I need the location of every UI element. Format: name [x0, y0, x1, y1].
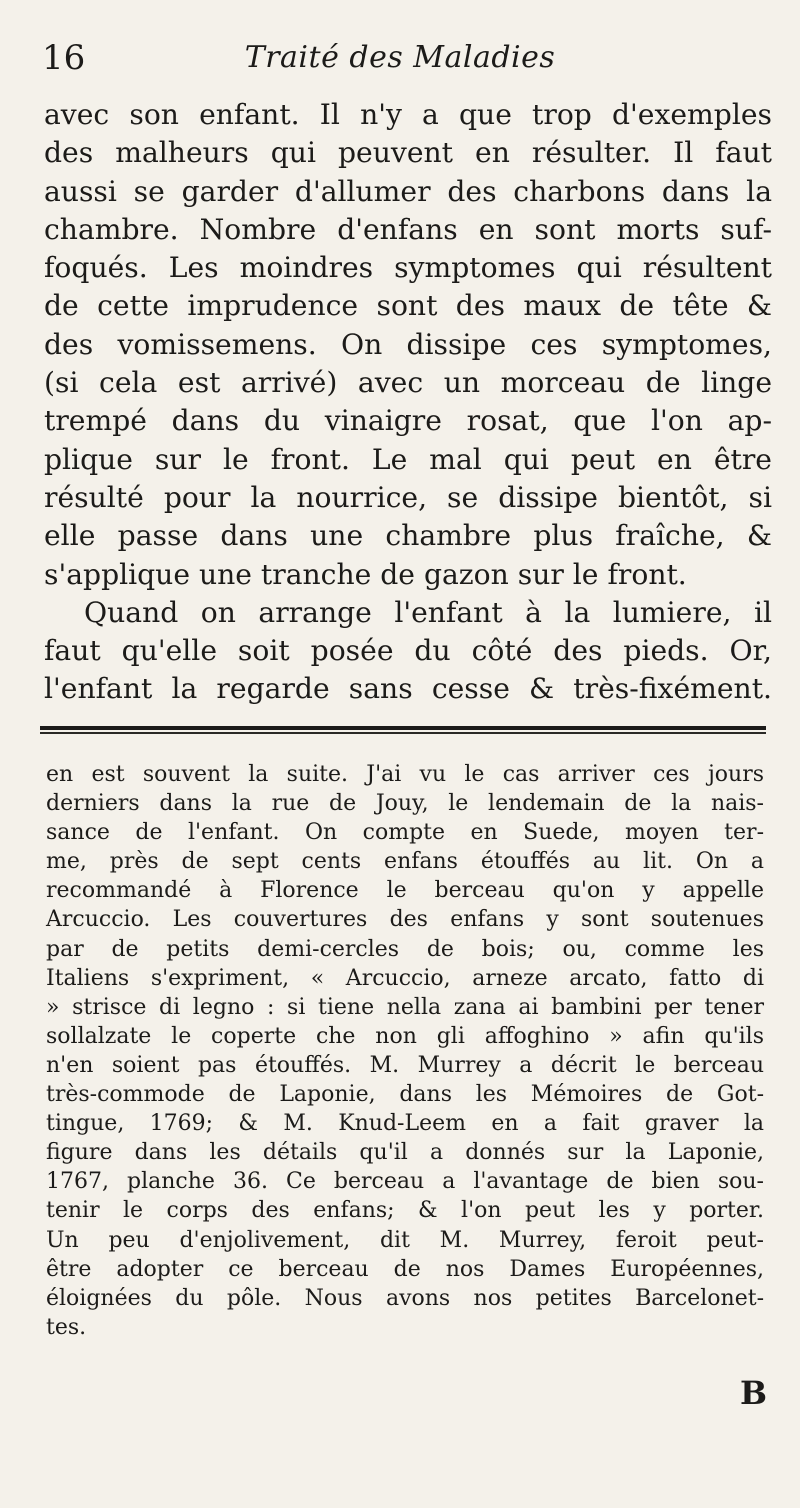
text-line: (si cela est arrivé) avec un morceau de linge: [44, 366, 772, 400]
footnote-line: 1767, planche 36. Ce berceau a l'avantage de bien sou-: [46, 1169, 764, 1195]
signature-mark: B: [740, 1374, 768, 1412]
text-line: elle passe dans une chambre plus fraîche, &: [44, 519, 772, 553]
footnote-line: Arcuccio. Les couvertures des enfans y sont soutenues: [46, 907, 764, 933]
footnote-line: figure dans les détails qu'il a donnés sur la Laponie,: [46, 1140, 764, 1166]
text-line: l'enfant la regarde sans cesse & très-fixément.: [44, 672, 772, 706]
footnote-separator-rule: [40, 726, 766, 735]
footnote-line: sance de l'enfant. On compte en Suede, moyen ter-: [46, 820, 764, 846]
footnote-line: éloignées du pôle. Nous avons nos petites Barcelonet-: [46, 1285, 764, 1311]
text-line: trempé dans du vinaigre rosat, que l'on ap-: [44, 404, 772, 438]
footnote-line: être adopter ce berceau de nos Dames Européennes,: [46, 1256, 764, 1282]
text-line: faut qu'elle soit posée du côté des pieds. Or,: [44, 634, 772, 668]
text-line: chambre. Nombre d'enfans en sont morts suf-: [44, 212, 772, 246]
text-line: des vomissemens. On dissipe ces symptomes,: [44, 327, 772, 361]
text-line: des malheurs qui peuvent en résulter. Il faut: [44, 136, 772, 170]
footnote-line: sollalzate le coperte che non gli affoghino » afin qu'ils: [46, 1023, 764, 1049]
text-line: résulté pour la nourrice, se dissipe bientôt, si: [44, 480, 772, 514]
footnote-line: derniers dans la rue de Jouy, le lendemain de la nais-: [46, 791, 764, 817]
footnote-line: en est souvent la suite. J'ai vu le cas arriver ces jours: [46, 762, 764, 787]
text-line: aussi se garder d'allumer des charbons dans la: [44, 174, 772, 208]
footnote-line: tingue, 1769; & M. Knud-Leem en a fait graver la: [46, 1111, 764, 1137]
text-line: s'applique une tranche de gazon sur le front.: [44, 557, 687, 591]
footnote-line: » strisce di legno : si tiene nella zana ai bambini per tener: [46, 994, 764, 1020]
text-line: plique sur le front. Le mal qui peut en être: [44, 442, 772, 476]
text-line: foqués. Les moindres symptomes qui résultent: [44, 251, 772, 285]
text-line: de cette imprudence sont des maux de tête &: [44, 289, 772, 323]
footnote-line: n'en soient pas étouffés. M. Murrey a décrit le berceau: [46, 1052, 764, 1078]
footnote-line: Italiens s'expriment, « Arcuccio, arneze arcato, fatto di: [46, 965, 764, 991]
page-number: 16: [42, 38, 86, 78]
running-title: Traité des Maladies: [244, 40, 556, 75]
text-line: Quand on arrange l'enfant à la lumiere, il: [84, 595, 772, 629]
text-line: avec son enfant. Il n'y a que trop d'exemples: [44, 98, 772, 131]
footnote-line: très-commode de Laponie, dans les Mémoires de Got-: [46, 1082, 764, 1108]
footnote-line: tenir le corps des enfans; & l'on peut les y porter.: [46, 1198, 764, 1224]
footnote-line: recommandé à Florence le berceau qu'on y appelle: [46, 878, 764, 904]
footnote-line: Un peu d'enjolivement, dit M. Murrey, feroit peut-: [46, 1227, 764, 1253]
main-text: [44, 96, 772, 709]
footnote-line: par de petits demi-cercles de bois; ou, comme les: [46, 936, 764, 962]
page-header: [40, 38, 760, 98]
footnote-text: [46, 760, 764, 1342]
footnote-line: me, près de sept cents enfans étouffés au lit. On a: [46, 849, 764, 875]
footnote-line: tes.: [46, 1314, 87, 1340]
